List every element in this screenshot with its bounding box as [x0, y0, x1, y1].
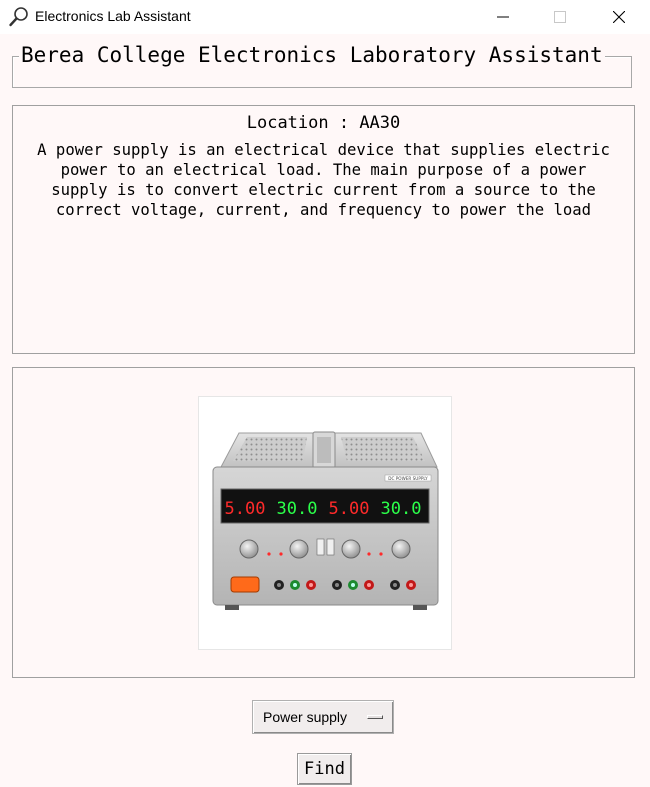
- equipment-dropdown[interactable]: [252, 700, 394, 734]
- description-line: correct voltage, current, and frequency to power the load: [55, 201, 592, 219]
- display-readout: 5.00: [224, 499, 266, 519]
- title-bar: [0, 0, 650, 34]
- dropdown-indicator-icon: [367, 715, 383, 719]
- description-line: A power supply is an electrical device that supplies electric: [37, 141, 610, 159]
- location-label: Location : AA30: [246, 113, 401, 133]
- find-button[interactable]: Find: [297, 753, 352, 785]
- dropdown-selected-value: Power supply: [263, 709, 348, 725]
- magnifier-icon: [8, 6, 30, 28]
- maximize-button[interactable]: [537, 0, 583, 34]
- description-line: supply is to convert electric current from a source to the: [51, 181, 596, 199]
- page-title: Berea College Electronics Laboratory Assistant: [21, 43, 603, 67]
- display-readout: 30.0: [380, 499, 422, 519]
- display-readout: 5.00: [328, 499, 370, 519]
- window-title: Electronics Lab Assistant: [35, 8, 191, 24]
- equipment-photo: [198, 396, 452, 650]
- close-button[interactable]: [596, 0, 642, 34]
- panel-label: DC POWER SUPPLY: [388, 476, 428, 482]
- info-panel: [12, 105, 635, 354]
- description-text: [13, 140, 634, 220]
- display-readout: 30.0: [276, 499, 318, 519]
- main-window: [0, 34, 650, 787]
- description-line: power to an electrical load. The main purpose of a power: [60, 161, 587, 179]
- maximize-icon: [554, 11, 566, 23]
- close-icon: [613, 11, 625, 23]
- image-panel: [12, 367, 635, 678]
- minimize-icon: [497, 11, 509, 23]
- minimize-button[interactable]: [480, 0, 526, 34]
- power-supply-image: [199, 397, 451, 649]
